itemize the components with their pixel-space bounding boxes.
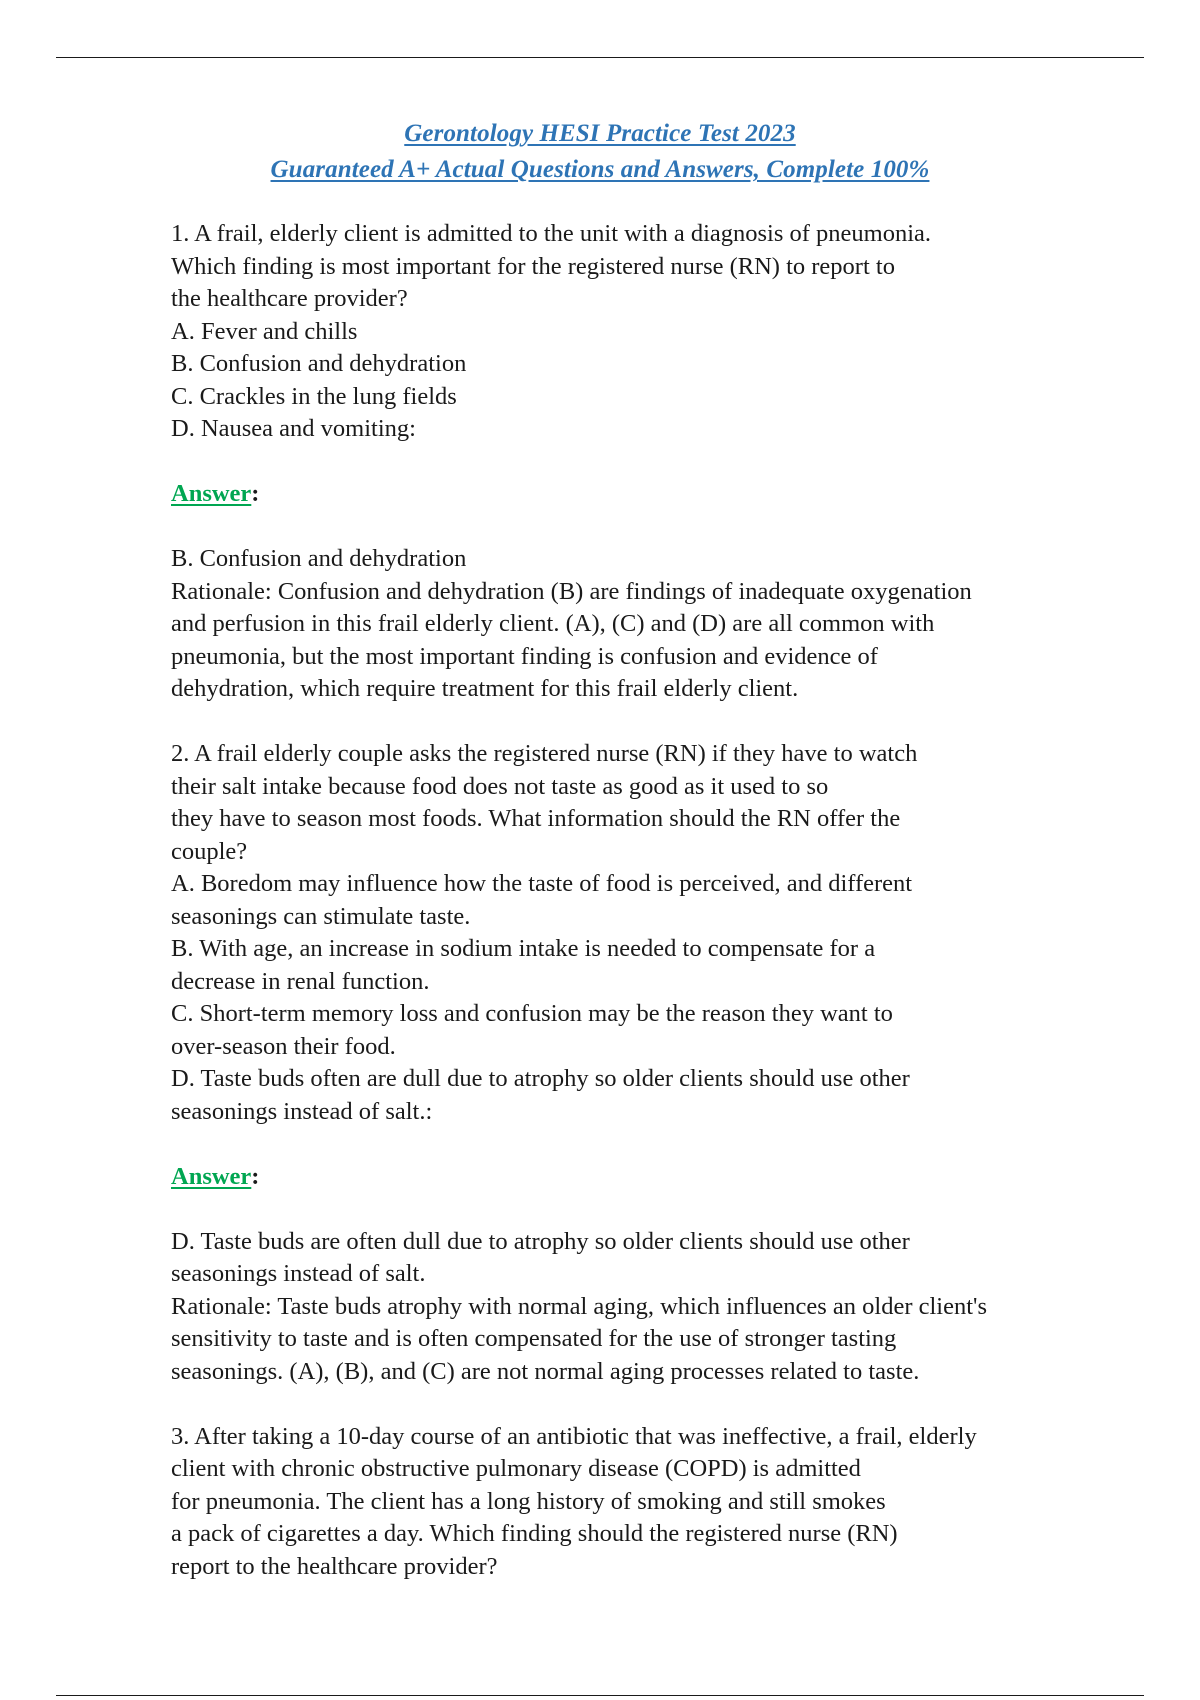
option-d: D. Taste buds often are dull due to atrophy so older clients should use other [171,1065,910,1092]
option-a: A. Fever and chills [171,317,358,345]
spacer [171,1128,1131,1161]
option-c-cont: over-season their food. [171,1032,396,1060]
option-c: C. Short-term memory loss and confusion may be the reason they want to [171,1000,893,1027]
spacer [171,511,1131,544]
answer-heading [171,478,1131,511]
stem-line: the healthcare provider? [171,285,408,312]
question-1 [171,218,1131,706]
stem-line: for pneumonia. The client has a long history of smoking and still smokes [171,1487,886,1515]
option-b: B. Confusion and dehydration [171,350,467,377]
option-b-cont: decrease in renal function. [171,967,430,995]
question-stem [171,738,1131,868]
stem-line: 3. After taking a 10-day course of an antibiotic that was ineffective, a frail, elderly [171,1422,977,1450]
answer-colon: : [251,480,260,507]
option-a-cont: seasonings can stimulate taste. [171,902,471,930]
rationale-line: Rationale: Confusion and dehydration (B) are findings of inadequate oxygenation [171,577,972,605]
stem-line: client with chronic obstructive pulmonary disease (COPD) is admitted [171,1455,861,1482]
rationale-line: Rationale: Taste buds atrophy with normal aging, which influences an older client's [171,1292,987,1320]
rationale-line: seasonings. (A), (B), and (C) are not normal aging processes related to taste. [171,1357,920,1385]
option-a: A. Boredom may influence how the taste of food is perceived, and different [171,870,913,897]
question-2 [171,738,1131,1388]
rationale-text [171,1291,1131,1389]
document-subtitle: Guaranteed A+ Actual Questions and Answers, Complete 100% [270,156,930,183]
top-rule [56,57,1144,58]
stem-line: report to the healthcare provider? [171,1552,498,1580]
answer-text [171,543,1131,576]
stem-line: 2. A frail elderly couple asks the registered nurse (RN) if they have to watch [171,740,918,767]
bottom-rule [56,1695,1144,1696]
rationale-line: and perfusion in this frail elderly client. (A), (C) and (D) are all common with [171,610,935,637]
answer-line: B. Confusion and dehydration [171,545,467,572]
question-options [171,316,1131,446]
stem-line: 1. A frail, elderly client is admitted to the unit with a diagnosis of pneumonia. [171,220,932,247]
rationale-line: sensitivity to taste and is often compensated for the use of stronger tasting [171,1325,897,1352]
option-c: C. Crackles in the lung fields [171,382,457,410]
spacer [171,446,1131,479]
rationale-line: pneumonia, but the most important finding is confusion and evidence of [171,642,878,670]
document-body [171,218,1131,1583]
answer-colon: : [251,1162,260,1190]
rationale-text [171,576,1131,706]
stem-line: a pack of cigarettes a day. Which finding should the registered nurse (RN) [171,1520,898,1547]
document-title: Gerontology HESI Practice Test 2023 [404,120,796,147]
stem-line: their salt intake because food does not taste as good as it used to so [171,772,829,800]
option-b: B. With age, an increase in sodium intake is needed to compensate for a [171,935,876,962]
stem-line: couple? [171,837,248,865]
spacer [171,706,1131,739]
question-stem [171,1421,1131,1584]
rationale-line: dehydration, which require treatment for this frail elderly client. [171,675,799,702]
spacer [171,1193,1131,1226]
stem-line: Which finding is most important for the registered nurse (RN) to report to [171,252,895,280]
answer-line: D. Taste buds are often dull due to atrophy so older clients should use other [171,1227,910,1255]
document-header [0,116,1200,188]
question-stem [171,218,1131,316]
answer-line: seasonings instead of salt. [171,1260,426,1287]
stem-line: they have to season most foods. What information should the RN offer the [171,805,901,832]
option-d-cont: seasonings instead of salt.: [171,1097,433,1125]
question-options [171,868,1131,1128]
answer-label: Answer [171,480,252,507]
answer-text [171,1226,1131,1291]
answer-label: Answer [171,1162,252,1190]
question-3 [171,1421,1131,1584]
answer-heading [171,1161,1131,1194]
option-d: D. Nausea and vomiting: [171,415,416,442]
spacer [171,1388,1131,1421]
